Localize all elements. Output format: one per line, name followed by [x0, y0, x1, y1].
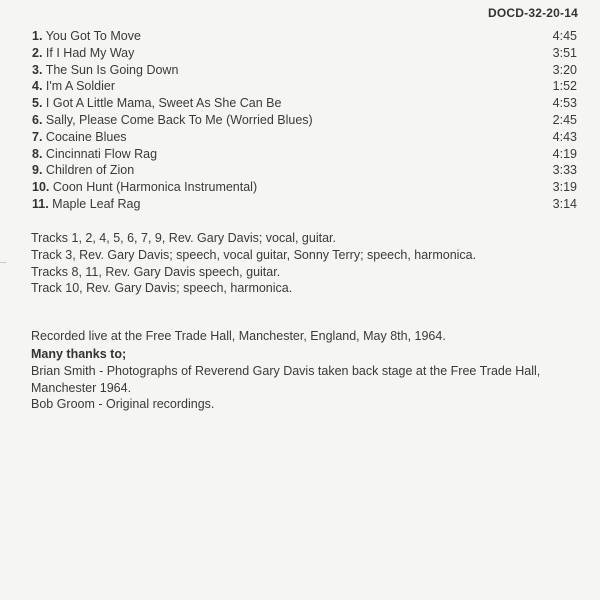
track-row	[32, 28, 577, 45]
track-row	[32, 62, 577, 79]
credits-list	[31, 363, 576, 413]
personnel-notes	[31, 230, 581, 297]
track-duration: 4:45	[552, 29, 577, 43]
track-title: I Got A Little Mama, Sweet As She Can Be	[45, 96, 282, 111]
track-number: 8.	[32, 146, 43, 161]
track-title: You Got To Move	[45, 29, 141, 43]
credit-line: Bob Groom - Original recordings.	[31, 397, 215, 412]
track-row	[32, 129, 577, 146]
track-duration: 1:52	[552, 79, 577, 94]
track-number: 4.	[32, 79, 43, 94]
track-title: Coon Hunt (Harmonica Instrumental)	[52, 180, 258, 195]
track-info	[32, 129, 127, 146]
track-duration: 4:19	[552, 146, 577, 161]
personnel-line: Tracks 8, 11, Rev. Gary Davis speech, guitar.	[31, 264, 281, 279]
track-title: Sally, Please Come Back To Me (Worried Blues)	[45, 112, 313, 127]
catalog-number: DOCD-32-20-14	[488, 6, 578, 20]
track-number: 5.	[32, 96, 43, 111]
personnel-line: Tracks 1, 2, 4, 5, 6, 7, 9, Rev. Gary Davis; vocal, guitar.	[31, 231, 336, 245]
track-number: 3.	[32, 62, 43, 77]
track-row	[32, 112, 577, 129]
track-duration: 3:33	[552, 163, 577, 178]
track-duration: 3:51	[552, 45, 577, 60]
track-number: 7.	[32, 129, 43, 144]
track-number: 1.	[32, 29, 43, 43]
acknowledgements	[31, 346, 576, 413]
track-info	[32, 112, 313, 129]
track-number: 10.	[32, 180, 50, 195]
track-list	[32, 28, 577, 213]
scan-mark-decoration	[0, 262, 6, 263]
track-info	[32, 95, 281, 112]
personnel-line: Track 10, Rev. Gary Davis; speech, harmonica.	[31, 281, 293, 296]
personnel-line: Track 3, Rev. Gary Davis; speech, vocal guitar, Sonny Terry; speech, harmonica.	[31, 247, 477, 262]
thanks-heading: Many thanks to;	[31, 347, 127, 361]
track-duration: 4:43	[552, 129, 577, 144]
track-row	[32, 146, 577, 163]
track-info	[32, 146, 157, 163]
track-title: Children of Zion	[45, 163, 135, 178]
track-row	[32, 45, 577, 62]
track-row	[32, 95, 577, 112]
track-row	[32, 162, 577, 179]
track-info	[32, 45, 134, 62]
track-duration: 3:20	[552, 62, 577, 77]
track-row	[32, 78, 577, 95]
track-number: 9.	[32, 163, 43, 178]
track-title: I'm A Soldier	[45, 79, 116, 94]
track-duration: 2:45	[552, 112, 577, 127]
track-title: Maple Leaf Rag	[52, 196, 141, 211]
track-row	[32, 196, 577, 213]
track-info	[32, 78, 115, 95]
track-info	[32, 162, 134, 179]
track-info	[32, 28, 141, 45]
track-info	[32, 62, 178, 79]
track-title: Cincinnati Flow Rag	[45, 146, 158, 161]
track-row	[32, 179, 577, 196]
track-title: If I Had My Way	[45, 45, 135, 60]
track-info	[32, 179, 257, 196]
credit-line: Brian Smith - Photographs of Reverend Gary Davis taken back stage at the Free Trade Hall, Manchester 1964.	[31, 363, 541, 395]
track-title: Cocaine Blues	[45, 129, 127, 144]
track-number: 6.	[32, 112, 43, 127]
track-number: 11.	[32, 196, 49, 211]
track-duration: 3:14	[552, 196, 577, 211]
track-duration: 3:19	[552, 180, 577, 195]
track-title: The Sun Is Going Down	[45, 62, 179, 77]
track-number: 2.	[32, 45, 43, 60]
recording-info: Recorded live at the Free Trade Hall, Manchester, England, May 8th, 1964.	[31, 328, 446, 343]
track-info	[32, 196, 140, 213]
track-duration: 4:53	[552, 96, 577, 111]
